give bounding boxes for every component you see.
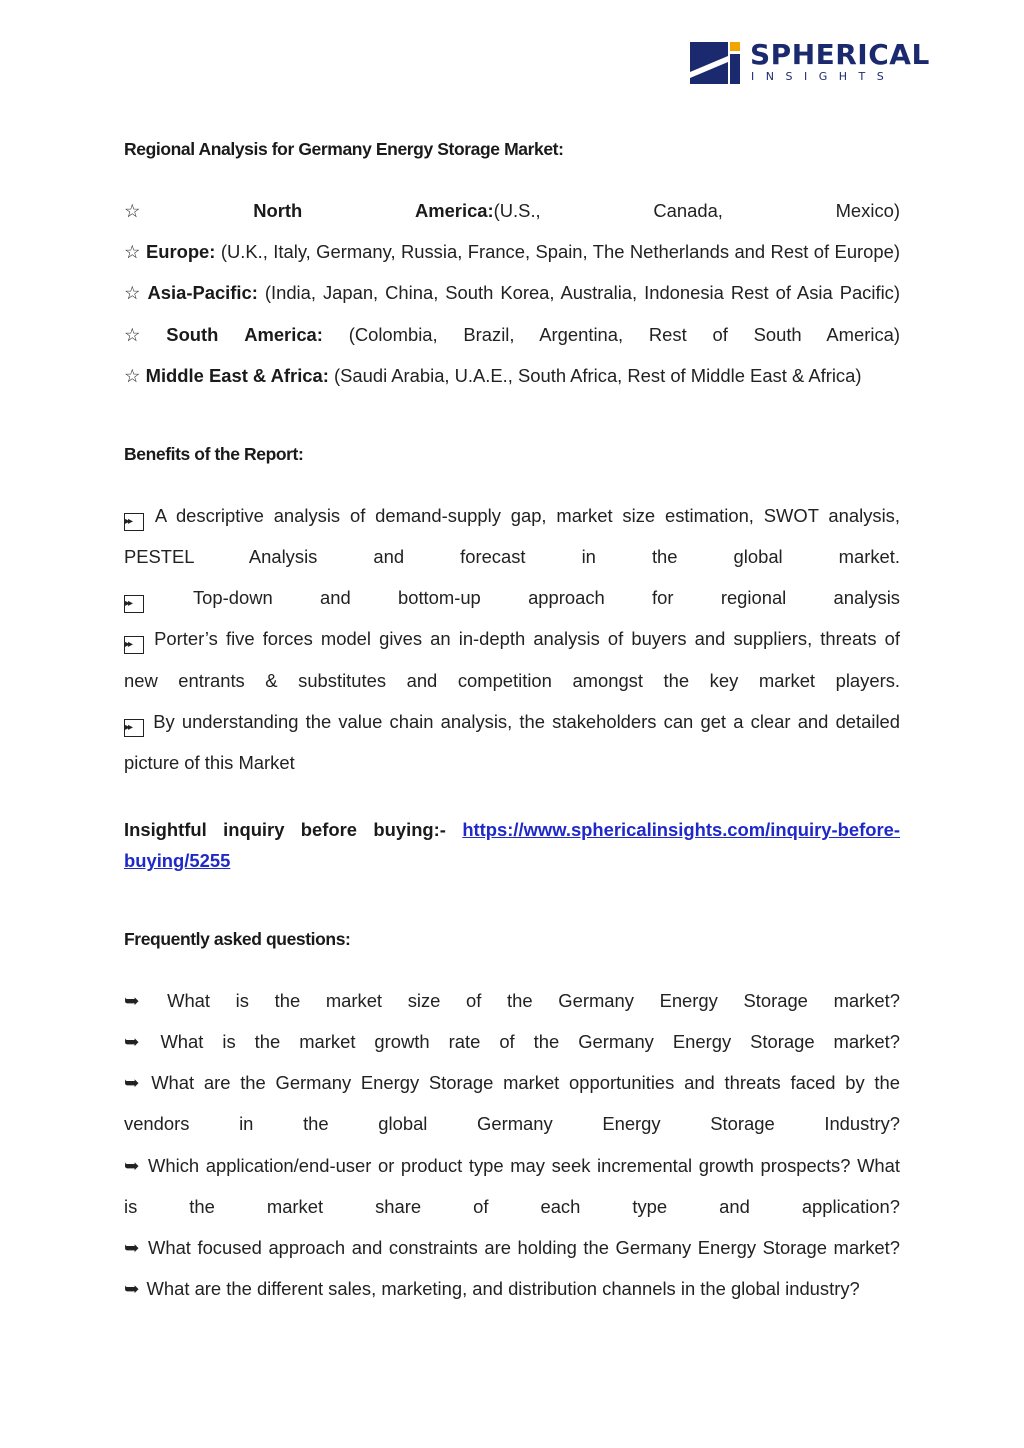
faq-question-5: [124, 1237, 900, 1259]
logo-brand-text: SPHERICAL: [750, 38, 930, 71]
region-label: Middle East & Africa:: [145, 365, 329, 386]
arrow-right-icon: ➥: [124, 1278, 140, 1299]
benefits-heading: Benefits of the Report:: [124, 444, 304, 464]
arrow-right-icon: ➥: [124, 1155, 140, 1176]
faq-question-4: [124, 1155, 900, 1177]
regional-heading: Regional Analysis for Germany Energy Storage Market:: [124, 139, 564, 159]
benefit-item-3: [124, 628, 900, 654]
region-country-canada: Canada,: [653, 200, 723, 221]
faq-question-3-cont: vendors in the global Germany Energy Storage Industry?: [124, 1113, 900, 1134]
region-asia-pacific: [124, 282, 900, 304]
arrow-right-icon: ➥: [124, 1072, 140, 1093]
faq-question-3: [124, 1072, 900, 1094]
inquiry-line: [124, 819, 900, 841]
faq-text: What are the different sales, marketing, and distribution channels in the global industry?: [146, 1278, 860, 1299]
star-icon: ☆: [124, 324, 141, 345]
logo-sub-text: INSIGHTS: [751, 70, 896, 83]
region-middle-east-africa: [124, 365, 900, 387]
star-icon: ☆: [124, 282, 141, 303]
fast-forward-box-icon: ▸▸: [124, 595, 144, 613]
star-icon: ☆: [124, 365, 141, 386]
region-label-america: America:: [414, 200, 494, 221]
fast-forward-box-icon: ▸▸: [124, 719, 144, 737]
star-icon: ☆: [124, 241, 141, 262]
region-label: Asia-Pacific:: [147, 282, 258, 303]
benefit-text: Porter’s five forces model gives an in-depth analysis of buyers and suppliers, threats of: [154, 628, 900, 649]
faq-question-2: [124, 1031, 900, 1053]
faq-question-1: [124, 990, 900, 1012]
fast-forward-box-icon: ▸▸: [124, 513, 144, 531]
logo-mark-icon: [690, 42, 740, 84]
region-countries: (India, Japan, China, South Korea, Australia, Indonesia Rest of Asia Pacific): [264, 282, 900, 303]
benefit-item-3-cont: new entrants & substitutes and competition amongst the key market players.: [124, 670, 900, 691]
faq-text: What focused approach and constraints are holding the Germany Energy Storage market?: [147, 1237, 900, 1258]
faq-text: What are the Germany Energy Storage market opportunities and threats faced by the: [151, 1072, 900, 1093]
region-label-south: South: [166, 324, 219, 345]
benefit-text: Top-down and bottom-up approach for regional analysis: [192, 587, 900, 608]
region-countries: (Saudi Arabia, U.A.E., South Africa, Rest of Middle East & Africa): [334, 365, 862, 386]
region-countries: (Colombia, Brazil, Argentina, Rest of South America): [348, 324, 900, 345]
benefit-item-1: [124, 505, 900, 531]
faq-text: What is the market size of the Germany Energy Storage market?: [167, 990, 900, 1011]
benefit-text: By understanding the value chain analysis, the stakeholders can get a clear and detailed: [153, 711, 900, 732]
inquiry-label: Insightful inquiry before buying:-: [124, 819, 446, 840]
region-north-america: [124, 200, 900, 222]
region-south-america: [124, 324, 900, 346]
faq-question-6: [124, 1278, 900, 1300]
faq-heading: Frequently asked questions:: [124, 929, 351, 949]
region-country-mexico: Mexico): [835, 200, 900, 221]
star-icon: ☆: [124, 200, 141, 221]
benefit-item-2: [124, 587, 900, 613]
region-europe: [124, 241, 900, 263]
inquiry-link-cont[interactable]: buying/5255: [124, 850, 231, 871]
spherical-insights-logo: [690, 38, 930, 86]
benefit-text: A descriptive analysis of demand-supply gap, market size estimation, SWOT analysis,: [154, 505, 900, 526]
faq-text: Which application/end-user or product type may seek incremental growth prospects? What: [148, 1155, 900, 1176]
region-label-north: North: [253, 200, 303, 221]
arrow-right-icon: ➥: [124, 1031, 140, 1052]
faq-question-4-cont: is the market share of each type and application?: [124, 1196, 900, 1217]
faq-text: What is the market growth rate of the Germany Energy Storage market?: [160, 1031, 900, 1052]
region-countries: (U.K., Italy, Germany, Russia, France, Spain, The Netherlands and Rest of Europe): [220, 241, 900, 262]
arrow-right-icon: ➥: [124, 1237, 140, 1258]
benefit-item-1-cont: PESTEL Analysis and forecast in the global market.: [124, 546, 900, 567]
fast-forward-box-icon: ▸▸: [124, 636, 144, 654]
region-label-america: America:: [244, 324, 323, 345]
region-country-us: (U.S.,: [493, 200, 541, 221]
benefit-item-4: [124, 711, 900, 737]
inquiry-link[interactable]: https://www.sphericalinsights.com/inquiry-before-: [462, 819, 900, 840]
inquiry-line-cont: [124, 850, 900, 872]
benefit-item-4-cont: picture of this Market: [124, 752, 295, 773]
arrow-right-icon: ➥: [124, 990, 140, 1011]
region-label: Europe:: [145, 241, 216, 262]
